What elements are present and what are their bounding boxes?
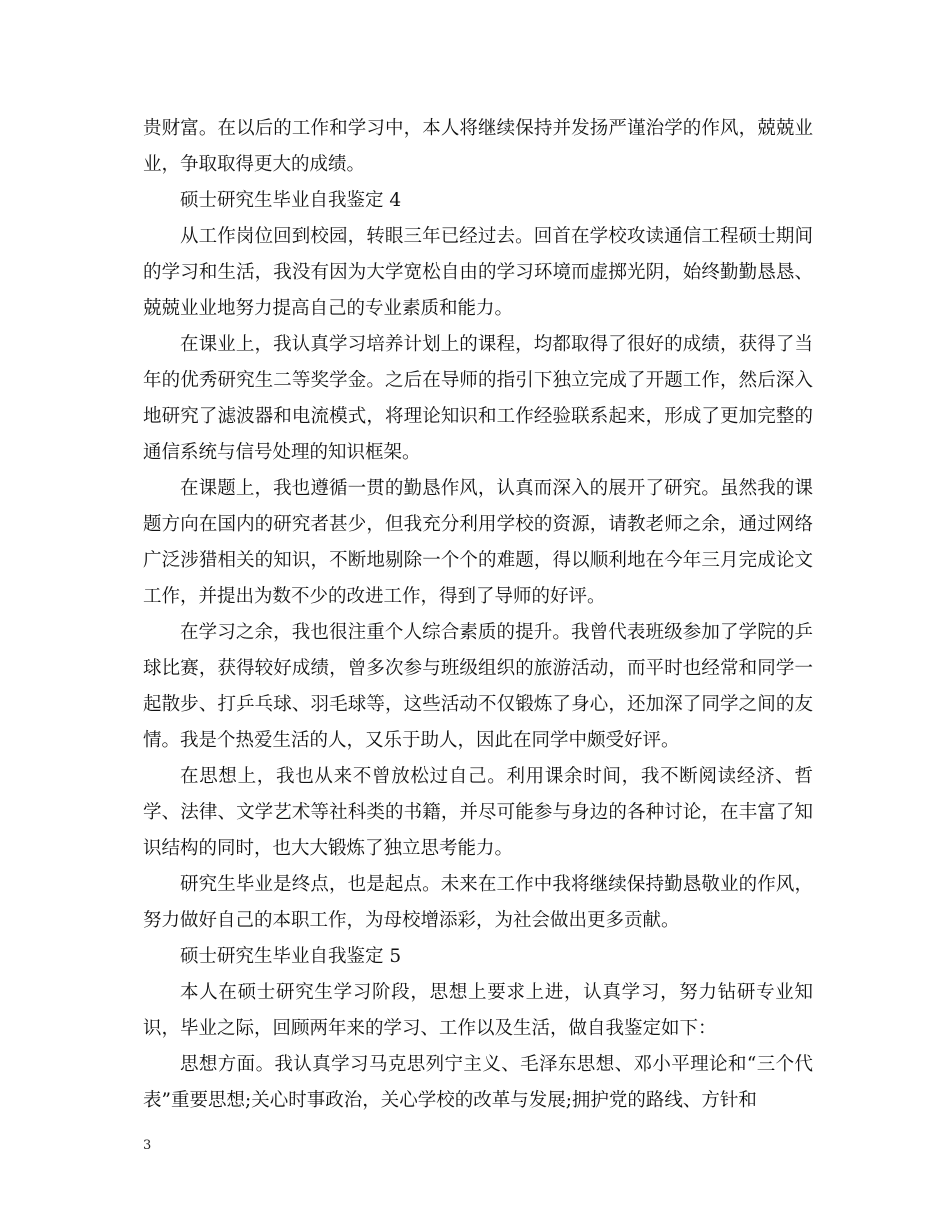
paragraph-8: 本人在硕士研究生学习阶段，思想上要求上进，认真学习，努力钻研专业知识，毕业之际，回顾两年来的学习、工作以及生活，做自我鉴定如下： (143, 982, 813, 1039)
section-heading-4: 硕士研究生毕业自我鉴定 4 (180, 190, 402, 211)
paragraph-1: 贵财富。在以后的工作和学习中，本人将继续保持并发扬严谨治学的作风，兢兢业业，争取取得更大的成绩。 (143, 118, 813, 175)
page-number: 3 (143, 1138, 152, 1153)
paragraph-9: 思想方面。我认真学习马克思列宁主义、毛泽东思想、邓小平理论和“三个代表”重要思想;关心时事政治，关心学校的改革与发展;拥护党的路线、方针和 (143, 1054, 813, 1111)
section-heading-5: 硕士研究生毕业自我鉴定 5 (180, 946, 402, 967)
paragraph-2: 从工作岗位回到校园，转眼三年已经过去。回首在学校攻读通信工程硕士期间的学习和生活，我没有因为大学宽松自由的学习环境而虚掷光阴，始终勤勤恳恳、兢兢业业地努力提高自己的专业素质和能力。 (143, 226, 813, 319)
paragraph-6: 在思想上，我也从来不曾放松过自己。利用课余时间，我不断阅读经济、哲学、法律、文学艺术等社科类的书籍，并尽可能参与身边的各种讨论，在丰富了知识结构的同时，也大大锻炼了独立思考能力。 (143, 766, 813, 859)
document-body (143, 111, 813, 1119)
paragraph-7: 研究生毕业是终点，也是起点。未来在工作中我将继续保持勤恳敬业的作风，努力做好自己的本职工作，为母校增添彩，为社会做出更多贡献。 (143, 874, 813, 931)
paragraph-3: 在课业上，我认真学习培养计划上的课程，均都取得了很好的成绩，获得了当年的优秀研究生二等奖学金。之后在导师的指引下独立完成了开题工作，然后深入地研究了滤波器和电流模式，将理论知识和工作经验联系起来，形成了更加完整的通信系统与信号处理的知识框架。 (143, 334, 813, 463)
paragraph-4: 在课题上，我也遵循一贯的勤恳作风，认真而深入的展开了研究。虽然我的课题方向在国内的研究者甚少，但我充分利用学校的资源，请教老师之余，通过网络广泛涉猎相关的知识，不断地剔除一个个的难题，得以顺利地在今年三月完成论文工作，并提出为数不少的改进工作，得到了导师的好评。 (143, 478, 813, 607)
paragraph-5: 在学习之余，我也很注重个人综合素质的提升。我曾代表班级参加了学院的乒球比赛，获得较好成绩，曾多次参与班级组织的旅游活动，而平时也经常和同学一起散步、打乒乓球、羽毛球等，这些活动不仅锻炼了身心，还加深了同学之间的友情。我是个热爱生活的人，又乐于助人，因此在同学中颇受好评。 (143, 622, 813, 751)
